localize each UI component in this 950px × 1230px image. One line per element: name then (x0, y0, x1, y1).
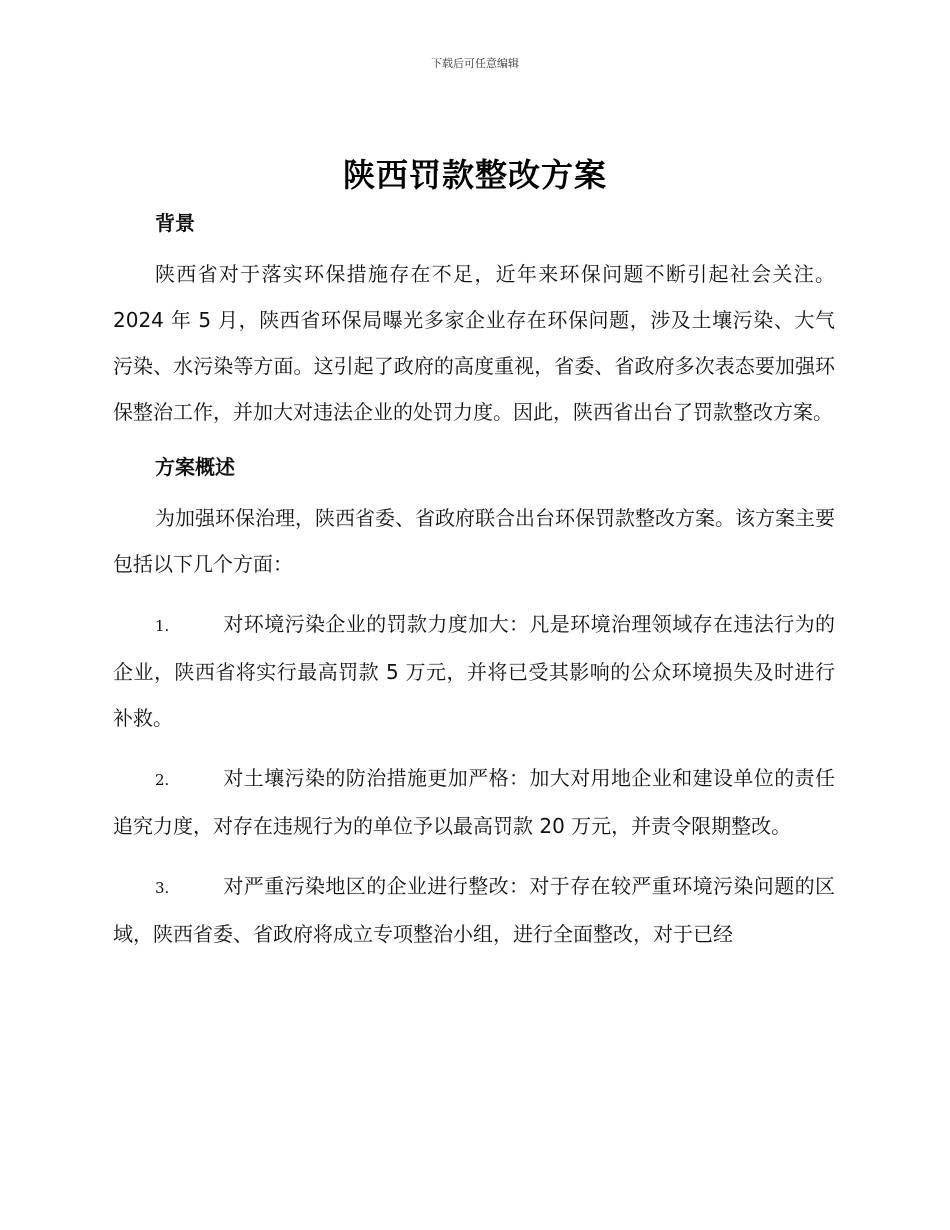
list-item-text: 对环境污染企业的罚款力度加大：凡是环境治理领域存在违法行为的企业，陕西省将实行最高罚款 5 万元，并将已受其影响的公众环境损失及时进行补救。 (113, 612, 835, 730)
list-number: 2. (155, 771, 170, 789)
list-item (113, 863, 835, 957)
list-number: 1. (155, 617, 170, 635)
spacer (113, 241, 835, 251)
background-paragraph: 陕西省对于落实环保措施存在不足，近年来环保问题不断引起社会关注。2024 年 5 月，陕西省环保局曝光多家企业存在环保问题，涉及土壤污染、大气污染、水污染等方面。这引起了政府的高度重视，省委、省政府多次表态要加强环保整治工作，并加大对违法企业的处罚力度。因此，陕西省出台了罚款整改方案。 (113, 262, 835, 424)
section-heading-overview: 方案概述 (155, 455, 235, 479)
list-number: 3. (155, 879, 170, 897)
list-item-text: 对严重污染地区的企业进行整改：对于存在较严重环境污染问题的区域，陕西省委、省政府将成立专项整治小组，进行全面整改，对于已经 (113, 874, 835, 946)
overview-paragraph: 为加强环保治理，陕西省委、省政府联合出台环保罚款整改方案。该方案主要包括以下几个方面： (113, 506, 835, 576)
list-item (113, 601, 835, 741)
spacer (113, 485, 835, 495)
header-note: 下载后可任意编辑 (431, 57, 519, 70)
document-body (113, 205, 835, 957)
section-heading-background: 背景 (155, 211, 195, 235)
spacer (113, 741, 835, 755)
spacer (113, 849, 835, 863)
document-title: 陕西罚款整改方案 (342, 156, 607, 194)
spacer (113, 435, 835, 449)
list-item-text: 对土壤污染的防治措施更加严格：加大对用地企业和建设单位的责任追究力度，对存在违规行为的单位予以最高罚款 20 万元，并责令限期整改。 (113, 766, 835, 838)
spacer (113, 587, 835, 601)
list-item (113, 755, 835, 849)
